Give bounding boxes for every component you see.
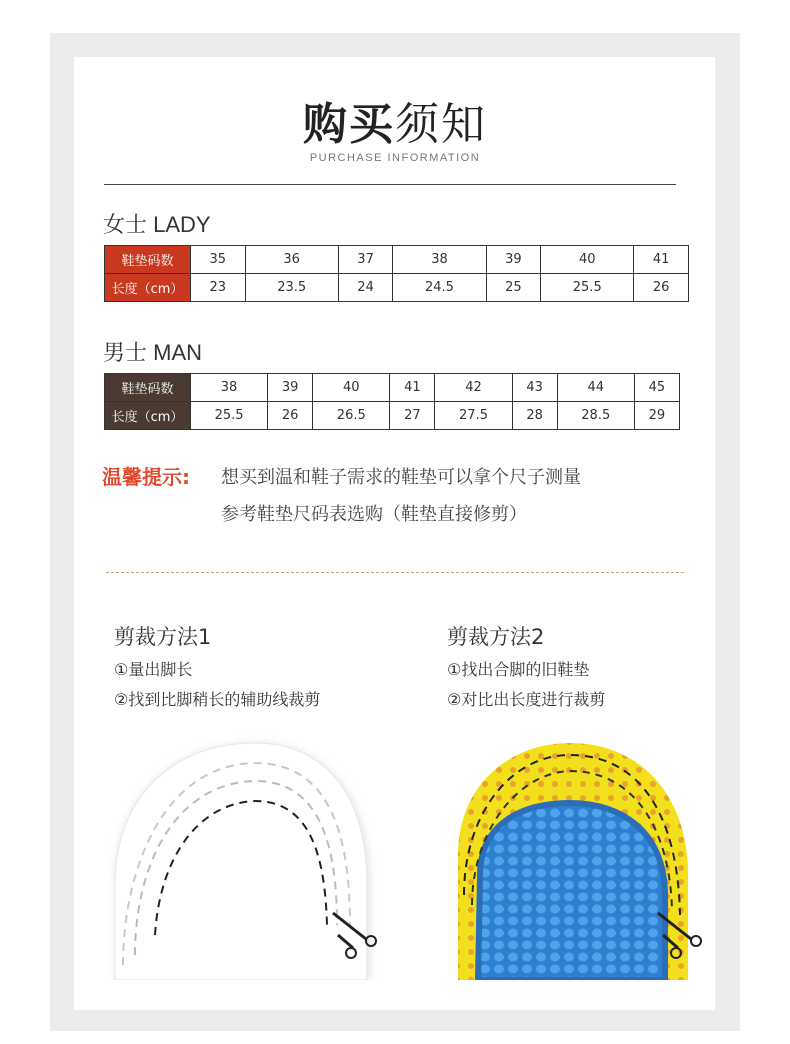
length-cell: 23 (191, 274, 246, 302)
lady-label: 女士 LADY (103, 212, 211, 237)
length-cell: 27.5 (435, 402, 512, 430)
size-cell: 45 (634, 374, 679, 402)
lady-length-header: 长度（cm） (105, 274, 191, 302)
length-cell: 26.5 (313, 402, 390, 430)
man-label: 男士 MAN (103, 340, 203, 365)
length-cell: 27 (390, 402, 435, 430)
method1-step2: ②找到比脚稍长的辅助线裁剪 (114, 690, 321, 709)
size-cell: 37 (338, 246, 393, 274)
man-size-table (104, 373, 680, 430)
length-cell: 25.5 (191, 402, 268, 430)
length-cell: 29 (634, 402, 679, 430)
size-cell: 38 (191, 374, 268, 402)
length-cell: 23.5 (245, 274, 338, 302)
title-thin: 须知 (395, 99, 487, 150)
length-cell: 26 (268, 402, 313, 430)
size-cell: 36 (245, 246, 338, 274)
length-cell: 28.5 (557, 402, 634, 430)
method1-step1: ①量出脚长 (114, 660, 193, 679)
white-insole-illustration (105, 735, 385, 980)
title-bold: 购买 (303, 99, 395, 150)
table-row (105, 374, 680, 402)
length-cell: 25.5 (541, 274, 634, 302)
length-cell: 24.5 (393, 274, 486, 302)
size-cell: 39 (268, 374, 313, 402)
size-cell: 41 (390, 374, 435, 402)
size-cell: 38 (393, 246, 486, 274)
page-title (0, 88, 790, 152)
table-row (105, 246, 689, 274)
tip-label: 温馨提示: (102, 465, 190, 489)
length-cell: 25 (486, 274, 541, 302)
size-cell: 44 (557, 374, 634, 402)
size-cell: 42 (435, 374, 512, 402)
size-cell: 41 (634, 246, 689, 274)
size-cell: 43 (512, 374, 557, 402)
lady-size-header: 鞋垫码数 (105, 246, 191, 274)
blue-sole (478, 803, 665, 980)
length-cell: 24 (338, 274, 393, 302)
tip-line-2: 参考鞋垫尺码表选购（鞋垫直接修剪） (221, 504, 527, 525)
size-cell: 40 (541, 246, 634, 274)
size-cell: 35 (191, 246, 246, 274)
size-cell: 40 (313, 374, 390, 402)
table-row (105, 402, 680, 430)
method2-step2: ②对比出长度进行裁剪 (447, 690, 606, 709)
section-divider (106, 572, 684, 573)
tip-line-1: 想买到温和鞋子需求的鞋垫可以拿个尺子测量 (221, 467, 581, 488)
page-subtitle: PURCHASE INFORMATION (309, 152, 481, 164)
colored-insole-illustration (450, 735, 710, 980)
length-cell: 28 (512, 402, 557, 430)
insole-shape (115, 743, 367, 980)
size-cell: 39 (486, 246, 541, 274)
lady-size-table (104, 245, 689, 302)
length-cell: 26 (634, 274, 689, 302)
method2-step1: ①找出合脚的旧鞋垫 (447, 660, 590, 679)
title-divider (104, 184, 676, 185)
method1-title: 剪裁方法1 (114, 625, 212, 649)
table-row (105, 274, 689, 302)
method2-title: 剪裁方法2 (447, 625, 545, 649)
man-length-header: 长度（cm） (105, 402, 191, 430)
man-size-header: 鞋垫码数 (105, 374, 191, 402)
